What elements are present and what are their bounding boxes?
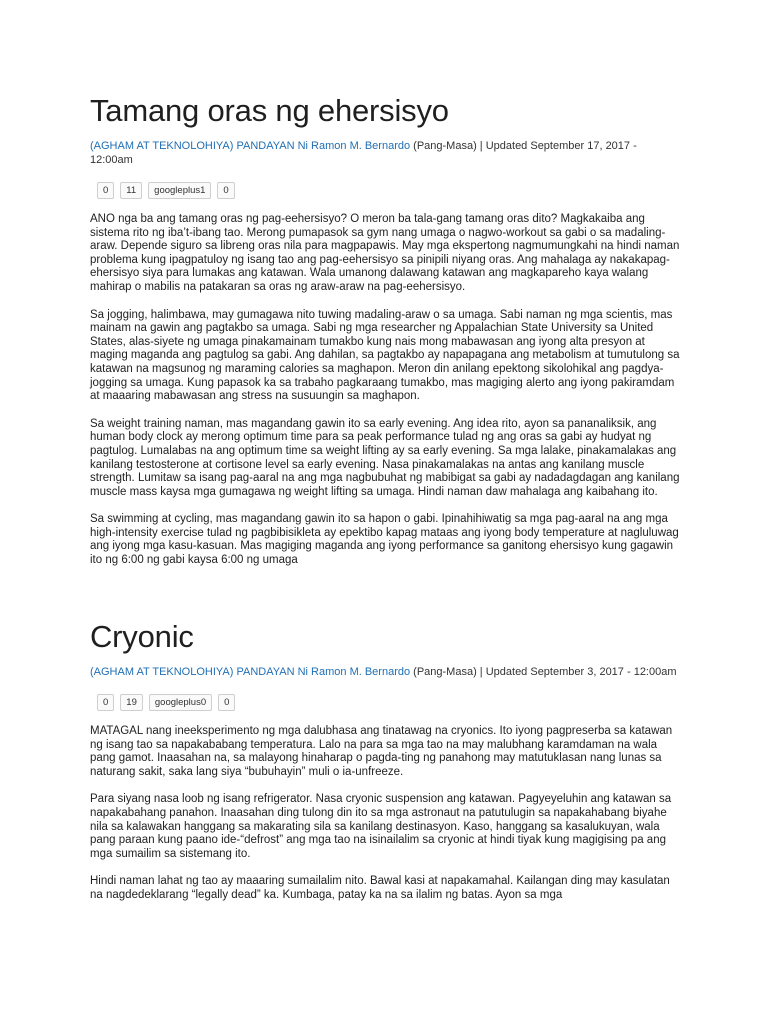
- article-title: Cryonic: [90, 619, 194, 654]
- share-counters: [97, 694, 680, 711]
- byline-meta: (Pang-Masa) | Updated September 3, 2017 - 12:00am: [410, 666, 677, 678]
- share-count-twitter[interactable]: 19: [120, 694, 143, 711]
- share-count-googleplus[interactable]: googleplus0: [149, 694, 212, 711]
- article-paragraph: MATAGAL nang ineeksperimento ng mga dalubhasa ang tinatawag na cryonics. Ito iyong pagpreserba sa katawan ng isang tao sa napakababang temperatura. Lalo na para sa mga tao na may malubhang karamdaman na wala pang gamot. Inaasahan na, sa malayong hinaharap o pagda-ting ng panahong may matutuklasan nang lunas sa naturang sakit, saka lang siya “bubuhayin” muli o ia-unfreeze.: [90, 725, 673, 778]
- share-count-other[interactable]: 0: [217, 182, 234, 199]
- article-title: Tamang oras ng ehersisyo: [90, 93, 449, 128]
- article-ehersisyo: [90, 93, 680, 568]
- share-count-facebook[interactable]: 0: [97, 182, 114, 199]
- byline-meta: (Pang-Masa) | Updated September 17, 2017 - 12:00am: [90, 140, 637, 166]
- author-link[interactable]: (AGHAM AT TEKNOLOHIYA) PANDAYAN Ni Ramon M. Bernardo: [90, 140, 411, 152]
- share-count-other[interactable]: 0: [218, 694, 235, 711]
- share-count-twitter[interactable]: 11: [120, 182, 142, 199]
- article-paragraph: Para siyang nasa loob ng isang refrigerator. Nasa cryonic suspension ang katawan. Pagyeyeluhin ang katawan sa napakabahang panahon. Inaasahan ding tulong din ito sa mga astronaut na patutulugin sa napakahabang biyahe nila sa kalawakan hanggang sa makarating sila sa kanilang destinasyon. Kaso, hanggang sa kasalukuyan, wala pang paraan kung paano ide-“defrost” ang mga tao na isinailalim sa cryonic at hindi tiyak kung magigising pa ang mga sumailim sa sistemang ito.: [90, 793, 672, 860]
- article-paragraph: Sa jogging, halimbawa, may gumagawa nito tuwing madaling-araw o sa umaga. Sabi naman ng mga scientis, mas mainam na gawin ang pagtakbo sa umaga. Sabi ng mga researcher ng Appalachian State University sa United States, alas-siyete ng umaga pinakamainam tumakbo kung nais mong mabawasan ang iyong alta presyon at maging maganda ang pagtulog sa gabi. Ang dahilan, sa pagtakbo ay napapagana ang metabolism at tumutulong sa katawan na magsunog ng maraming calories sa maghapon. Meron din anilang epektong sikolohikal ang pagdya-jogging sa umaga. Kung papasok ka sa trabaho pagkaraang tumakbo, mas magiging alerto ang iyong pakiramdam at maaaring mabawasan ang stress na susuungin sa maghapon.: [90, 308, 680, 403]
- article-paragraph: ANO nga ba ang tamang oras ng pag-eehersisyo? O meron ba tala-gang tamang oras dito? Magkakaiba ang sistema rito ng iba’t-ibang tao. Merong pumapasok sa gym nang umaga o nagwo-workout sa gabi o sa madaling-araw. Depende siguro sa libreng oras nila para magpapawis. May mga ekspertong nagmumungkahi na hindi naman problema kung ipagpatuloy ng isang tao ang pag-eehersisyo sa pinipili niyang oras. Ang mahalaga ay nakakapag-ehersisyo siya para lumakas ang katawan. Wala umanong dalawang katawan ang magkapareho kaya walang mahirap o mabilis na patakaran sa oras ng araw-araw na pag-eehersisyo.: [90, 213, 680, 293]
- share-count-facebook[interactable]: 0: [97, 694, 114, 711]
- author-link[interactable]: (AGHAM AT TEKNOLOHIYA) PANDAYAN Ni Ramon M. Bernardo: [90, 666, 411, 678]
- article-byline: [90, 139, 680, 167]
- share-count-googleplus[interactable]: googleplus1: [148, 182, 211, 199]
- article-cryonic: [90, 619, 680, 903]
- article-paragraph: Sa weight training naman, mas magandang gawin ito sa early evening. Ang idea rito, ayon sa pananaliksik, ang human body clock ay merong optimum time para sa peak performance tulad ng ang oras sa gabi ay hudyat ng pagtulog. Lumalabas na ang optimum time sa weight lifting ay sa early evening. Sa mga lalake, pinakamalakas ang kanilang testosterone at cortisone level sa early evening. Nasa pinakamalakas na antas ang kanilang muscle strength. Lumitaw sa isang pag-aaral na ang mga nagbubuhat ng mabibigat sa gabi ay nadadagdagan ang kanilang muscle mass kaysa mga gumagawa ng weight lifting sa umaga. Hindi naman daw mahalaga ang kaibahang ito.: [90, 417, 680, 498]
- article-paragraph: Hindi naman lahat ng tao ay maaaring sumailalim nito. Bawal kasi at napakamahal. Kailangan ding may kasulatan na nagdedeklarang “legally dead” ka. Kumbaga, patay ka na sa ilalim ng batas. Ayon sa mga: [90, 875, 670, 901]
- share-counters: [97, 182, 680, 199]
- article-paragraph: Sa swimming at cycling, mas magandang gawin ito sa hapon o gabi. Ipinahihiwatig sa mga pag-aaral na ang mga high-intensity exercise tulad ng pagbibisikleta ay epektibo kapag mataas ang iyong body temperature at nagluluwag ang iyong mga kasu-kasuan. Mas magiging maganda ang iyong performance sa ganitong ehersisyo kung gagawin ito ng 6:00 ng gabi kaysa 6:00 ng umaga: [90, 513, 679, 567]
- article-byline: [90, 665, 680, 679]
